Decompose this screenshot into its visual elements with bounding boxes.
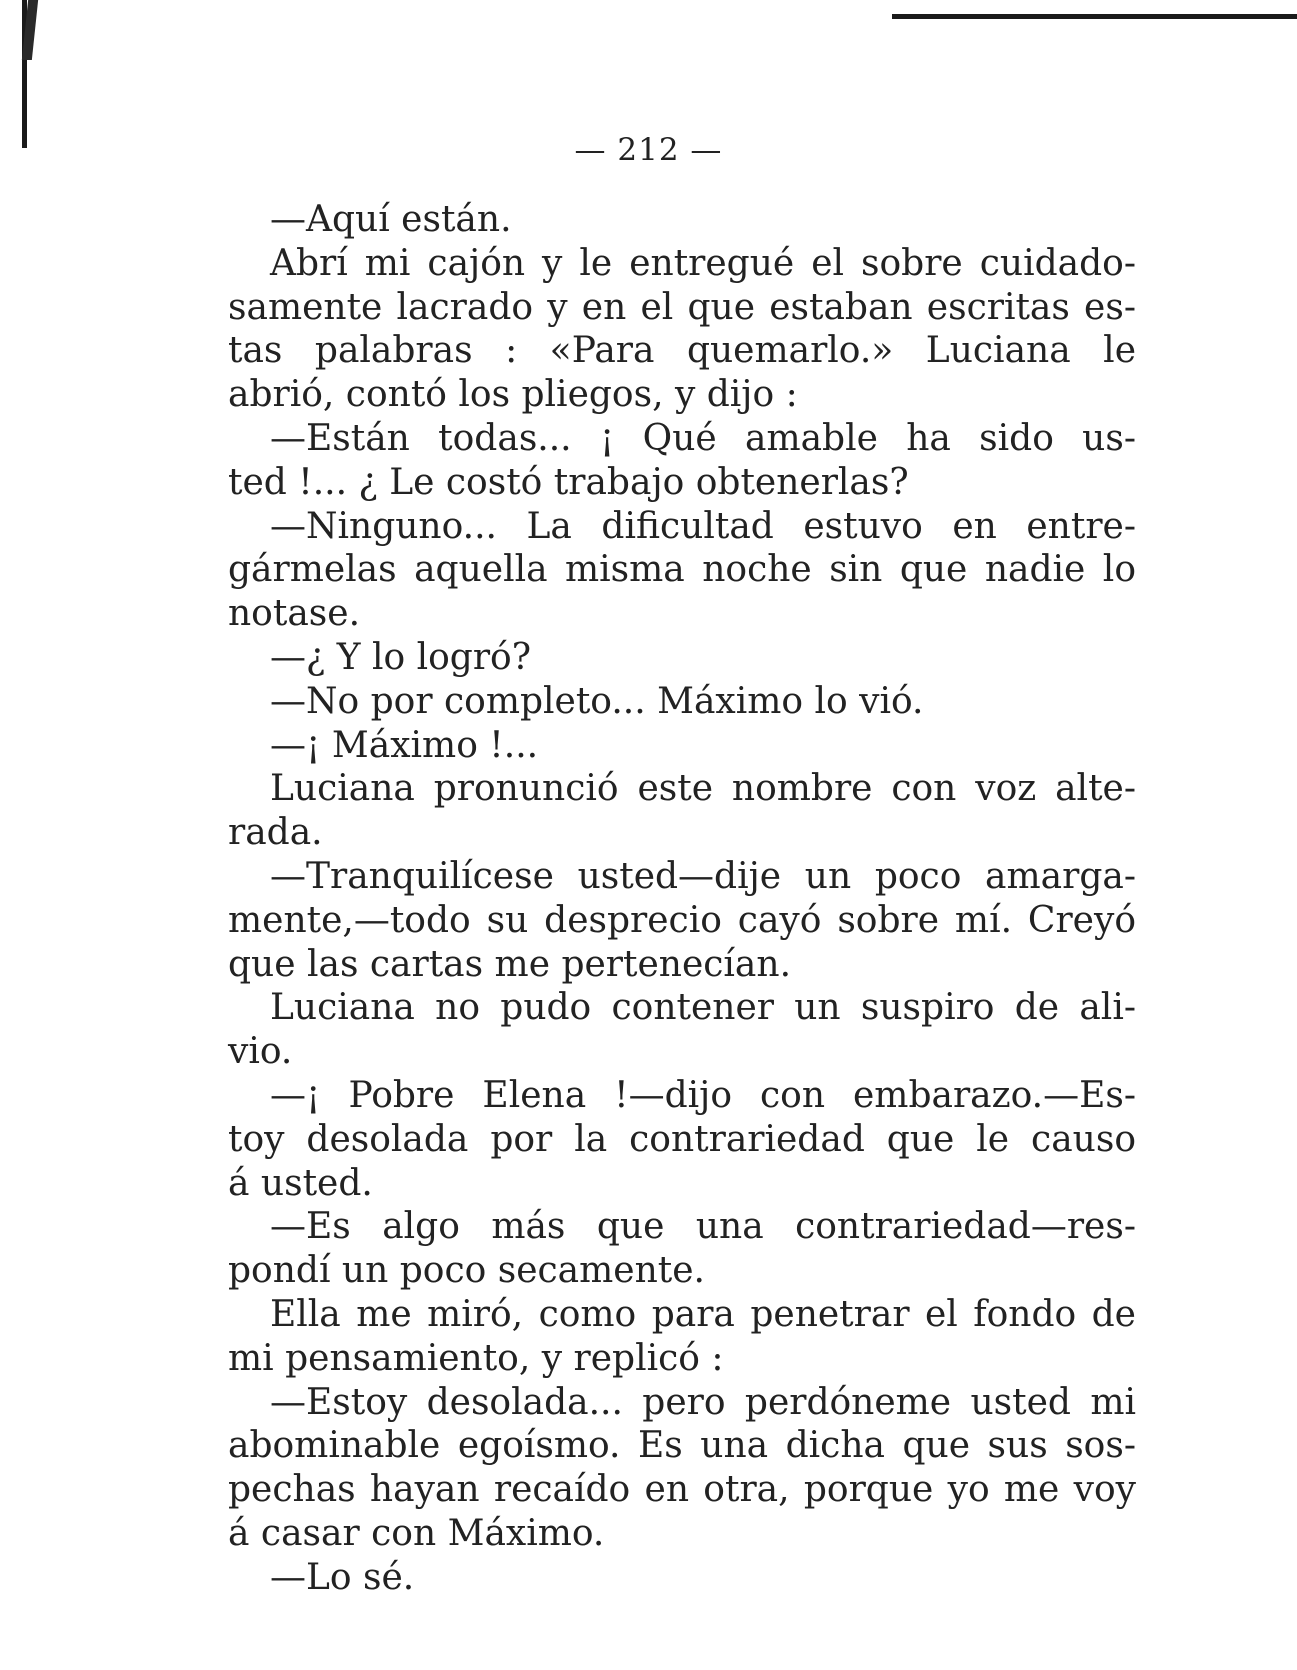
text-line: —No por completo... Máximo lo vió. <box>270 680 924 722</box>
text-line: vio. <box>228 1031 293 1073</box>
text-line: —¡ Máximo !... <box>270 724 539 766</box>
text-line: —Ninguno... La dificultad estuvo en entre- <box>270 505 1136 547</box>
text-line: —¡ Pobre Elena !—dijo con embarazo.—Es- <box>270 1074 1136 1116</box>
body-text <box>228 198 1136 1600</box>
text-line: Abrí mi cajón y le entregué el sobre cuidado- <box>270 242 1136 284</box>
text-line: abominable egoísmo. Es una dicha que sus sos- <box>228 1425 1136 1467</box>
text-line: —Es algo más que una contrariedad—res- <box>270 1206 1136 1248</box>
text-line: —Lo sé. <box>270 1556 415 1598</box>
text-line: abrió, contó los pliegos, y dijo : <box>228 374 798 416</box>
text-line: Luciana pronunció este nombre con voz alte- <box>270 768 1136 810</box>
text-line: pondí un poco secamente. <box>228 1250 705 1292</box>
text-line: mente,—todo su desprecio cayó sobre mí. Creyó <box>228 899 1136 941</box>
text-line: mi pensamiento, y replicó : <box>228 1337 724 1379</box>
text-line: —¿ Y lo logró? <box>270 636 531 678</box>
text-line: pechas hayan recaído en otra, porque yo me voy <box>228 1469 1136 1511</box>
text-line: rada. <box>228 812 323 854</box>
text-line: notase. <box>228 593 361 635</box>
text-line: gármelas aquella misma noche sin que nadie lo <box>228 549 1136 591</box>
text-line: Ella me miró, como para penetrar el fondo de <box>270 1293 1136 1335</box>
text-line: samente lacrado y en el que estaban escritas es- <box>228 286 1136 328</box>
text-line: —Tranquilícese usted—dije un poco amarga- <box>270 855 1136 897</box>
page-edge-shadow-top <box>892 14 1297 19</box>
text-line: toy desolada por la contrariedad que le causo <box>228 1118 1136 1160</box>
text-line: ted !... ¿ Le costó trabajo obtenerlas? <box>228 461 909 503</box>
page-number: — 212 — <box>574 132 723 168</box>
text-line: Luciana no pudo contener un suspiro de ali- <box>270 987 1136 1029</box>
text-line: —Están todas... ¡ Qué amable ha sido us- <box>270 417 1136 459</box>
text-line: —Aquí están. <box>270 199 512 240</box>
text-line: á usted. <box>228 1162 373 1204</box>
text-line: —Estoy desolada... pero perdóneme usted mi <box>270 1381 1136 1423</box>
text-line: á casar con Máximo. <box>228 1512 605 1554</box>
text-line: que las cartas me pertenecían. <box>228 943 792 985</box>
text-line: tas palabras : «Para quemarlo.» Luciana le <box>228 330 1136 372</box>
